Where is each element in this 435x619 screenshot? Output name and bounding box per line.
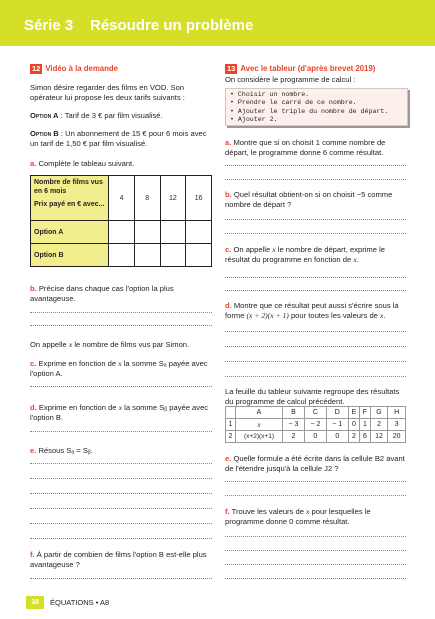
sheet-cell: x xyxy=(236,419,283,431)
ex12-question-b: b. Précise dans chaque cas l'option la plus avantageuse. xyxy=(30,284,174,303)
table-col-16: 16 xyxy=(186,176,212,221)
table-header-cell: Nombre de films vus en 6 mois Prix payé en € avec... xyxy=(31,176,109,221)
sheet-cell: 1 xyxy=(360,419,371,431)
ex13-intro: On considère le programme de calcul : xyxy=(225,75,356,84)
answer-line[interactable] xyxy=(30,493,212,494)
sheet-col-header: G xyxy=(370,407,388,419)
sheet-cell: 0 xyxy=(348,419,359,431)
sheet-col-header: E xyxy=(348,407,359,419)
program-box xyxy=(225,88,408,126)
ex13-sheet-intro: La feuille du tableur suivante regroupe des résultats du programme de calcul précédent. xyxy=(225,387,400,406)
answer-line[interactable] xyxy=(225,331,406,332)
ex12-option-b: Option B : Un abonnement de 15 € pour 6 mois avec un tarif de 1,50 € par film visualisé. xyxy=(30,129,207,148)
ex13-question-c: c. On appelle x le nombre de départ, exprime le résultat du programme en fonction de x. xyxy=(225,245,385,264)
answer-cell[interactable] xyxy=(160,221,186,244)
answer-line[interactable] xyxy=(225,550,406,551)
page-header xyxy=(0,0,435,46)
answer-cell[interactable] xyxy=(160,244,186,267)
ex12-question-f: f. À partir de combien de films l'option B est-elle plus avantageuse ? xyxy=(30,550,207,569)
answer-line[interactable] xyxy=(30,538,212,539)
answer-line[interactable] xyxy=(30,523,212,524)
ex12-price-table xyxy=(30,175,212,267)
ex12-intro: Simon désire regarder des films en VOD. Son opérateur lui propose les deux tarifs suivants : xyxy=(30,83,185,102)
ex13-question-d: d. Montre que ce résultat peut aussi s'écrire sous la forme (x + 2)(x + 1) pour toutes les valeurs de x. xyxy=(225,301,399,320)
answer-line[interactable] xyxy=(225,481,406,482)
answer-line[interactable] xyxy=(225,361,406,362)
answer-line[interactable] xyxy=(30,386,212,387)
ex12-question-e: e. Résous Sₐ = Sᵦ. xyxy=(30,446,93,455)
ex12-question-a: a. Complète le tableau suivant. xyxy=(30,159,135,168)
answer-line[interactable] xyxy=(225,165,406,166)
sheet-cell: 12 xyxy=(370,431,388,443)
page-number: 38 xyxy=(26,596,44,609)
sheet-cell: 6 xyxy=(360,431,371,443)
answer-line[interactable] xyxy=(225,578,406,579)
sheet-corner xyxy=(226,407,236,419)
serie-label: Série 3 xyxy=(24,17,74,34)
answer-line[interactable] xyxy=(225,346,406,347)
answer-cell[interactable] xyxy=(109,221,135,244)
sheet-cell: 2 xyxy=(283,431,305,443)
spreadsheet xyxy=(225,406,406,443)
table-col-8: 8 xyxy=(134,176,160,221)
ex13-question-b: b. Quel résultat obtient-on si on choisit −5 comme nombre de départ ? xyxy=(225,190,393,209)
page-title: Résoudre un problème xyxy=(90,17,254,34)
footer-chapter: ÉQUATIONS • A8 xyxy=(50,598,110,607)
sheet-col-header: C xyxy=(304,407,326,419)
answer-line[interactable] xyxy=(30,312,212,313)
sheet-col-header: A xyxy=(236,407,283,419)
ex13-title: Avec le tableur (d'après brevet 2019) xyxy=(240,64,376,73)
ex13-number: 13 xyxy=(227,64,236,73)
sheet-cell: − 1 xyxy=(326,419,348,431)
sheet-row-header: 2 xyxy=(226,431,236,443)
sheet-col-header: D xyxy=(326,407,348,419)
answer-cell[interactable] xyxy=(109,244,135,267)
sheet-row-header: 1 xyxy=(226,419,236,431)
sheet-cell: 0 xyxy=(326,431,348,443)
program-step: • Prendre le carré de ce nombre. xyxy=(230,99,357,107)
answer-cell[interactable] xyxy=(186,244,212,267)
table-row-option-a: Option A xyxy=(31,221,109,244)
answer-cell[interactable] xyxy=(134,221,160,244)
sheet-cell: (x+2)(x+1) xyxy=(236,431,283,443)
answer-line[interactable] xyxy=(225,233,406,234)
answer-line[interactable] xyxy=(225,179,406,180)
ex13-question-f: f. Trouve les valeurs de x pour lesquelles le programme donne 0 comme résultat. xyxy=(225,507,371,526)
answer-line[interactable] xyxy=(225,376,406,377)
answer-line[interactable] xyxy=(225,290,406,291)
sheet-cell: 2 xyxy=(370,419,388,431)
sheet-col-header: H xyxy=(388,407,406,419)
answer-line[interactable] xyxy=(30,325,212,326)
program-step: • Ajouter le triple du nombre de départ. xyxy=(230,107,389,115)
answer-line[interactable] xyxy=(225,564,406,565)
ex12-question-d: d. Exprime en fonction de x la somme Sᵦ payée avec l'option B. xyxy=(30,403,209,422)
answer-line[interactable] xyxy=(30,463,212,464)
ex13-heading xyxy=(225,64,406,74)
ex12-number: 12 xyxy=(32,64,41,73)
table-col-4: 4 xyxy=(109,176,135,221)
answer-line[interactable] xyxy=(30,478,212,479)
answer-line[interactable] xyxy=(225,495,406,496)
table-col-12: 12 xyxy=(160,176,186,221)
ex12-question-c: c. Exprime en fonction de x la somme Sₐ payée avec l'option A. xyxy=(30,359,208,378)
ex13-question-a: a. Montre que si on choisit 1 comme nombre de départ, le programme donne 6 comme résultat. xyxy=(225,138,386,157)
sheet-cell: − 3 xyxy=(283,419,305,431)
sheet-cell: 3 xyxy=(388,419,406,431)
answer-line[interactable] xyxy=(225,219,406,220)
ex12-heading xyxy=(30,64,212,74)
ex13-question-e: e. Quelle formule a été écrite dans la cellule B2 avant de l'étendre jusqu'à la cellule J2 ? xyxy=(225,454,405,473)
answer-cell[interactable] xyxy=(134,244,160,267)
sheet-cell: 0 xyxy=(304,431,326,443)
program-step: • Ajouter 2. xyxy=(230,116,278,124)
sheet-col-header: B xyxy=(283,407,305,419)
table-row-option-b: Option B xyxy=(31,244,109,267)
sheet-col-header: F xyxy=(360,407,371,419)
sheet-cell: − 2 xyxy=(304,419,326,431)
answer-line[interactable] xyxy=(225,536,406,537)
sheet-cell: 2 xyxy=(348,431,359,443)
answer-line[interactable] xyxy=(30,578,212,579)
answer-line[interactable] xyxy=(30,431,212,432)
ex12-title: Vidéo à la demande xyxy=(45,64,118,73)
ex12-option-a: Option A : Tarif de 3 € par film visualisé. xyxy=(30,111,163,120)
program-step: • Choisir un nombre. xyxy=(230,91,310,98)
answer-line[interactable] xyxy=(225,277,406,278)
sheet-cell: 20 xyxy=(388,431,406,443)
ex12-variable-note: On appelle x le nombre de films vus par Simon. xyxy=(30,340,190,349)
answer-cell[interactable] xyxy=(186,221,212,244)
answer-line[interactable] xyxy=(30,508,212,509)
